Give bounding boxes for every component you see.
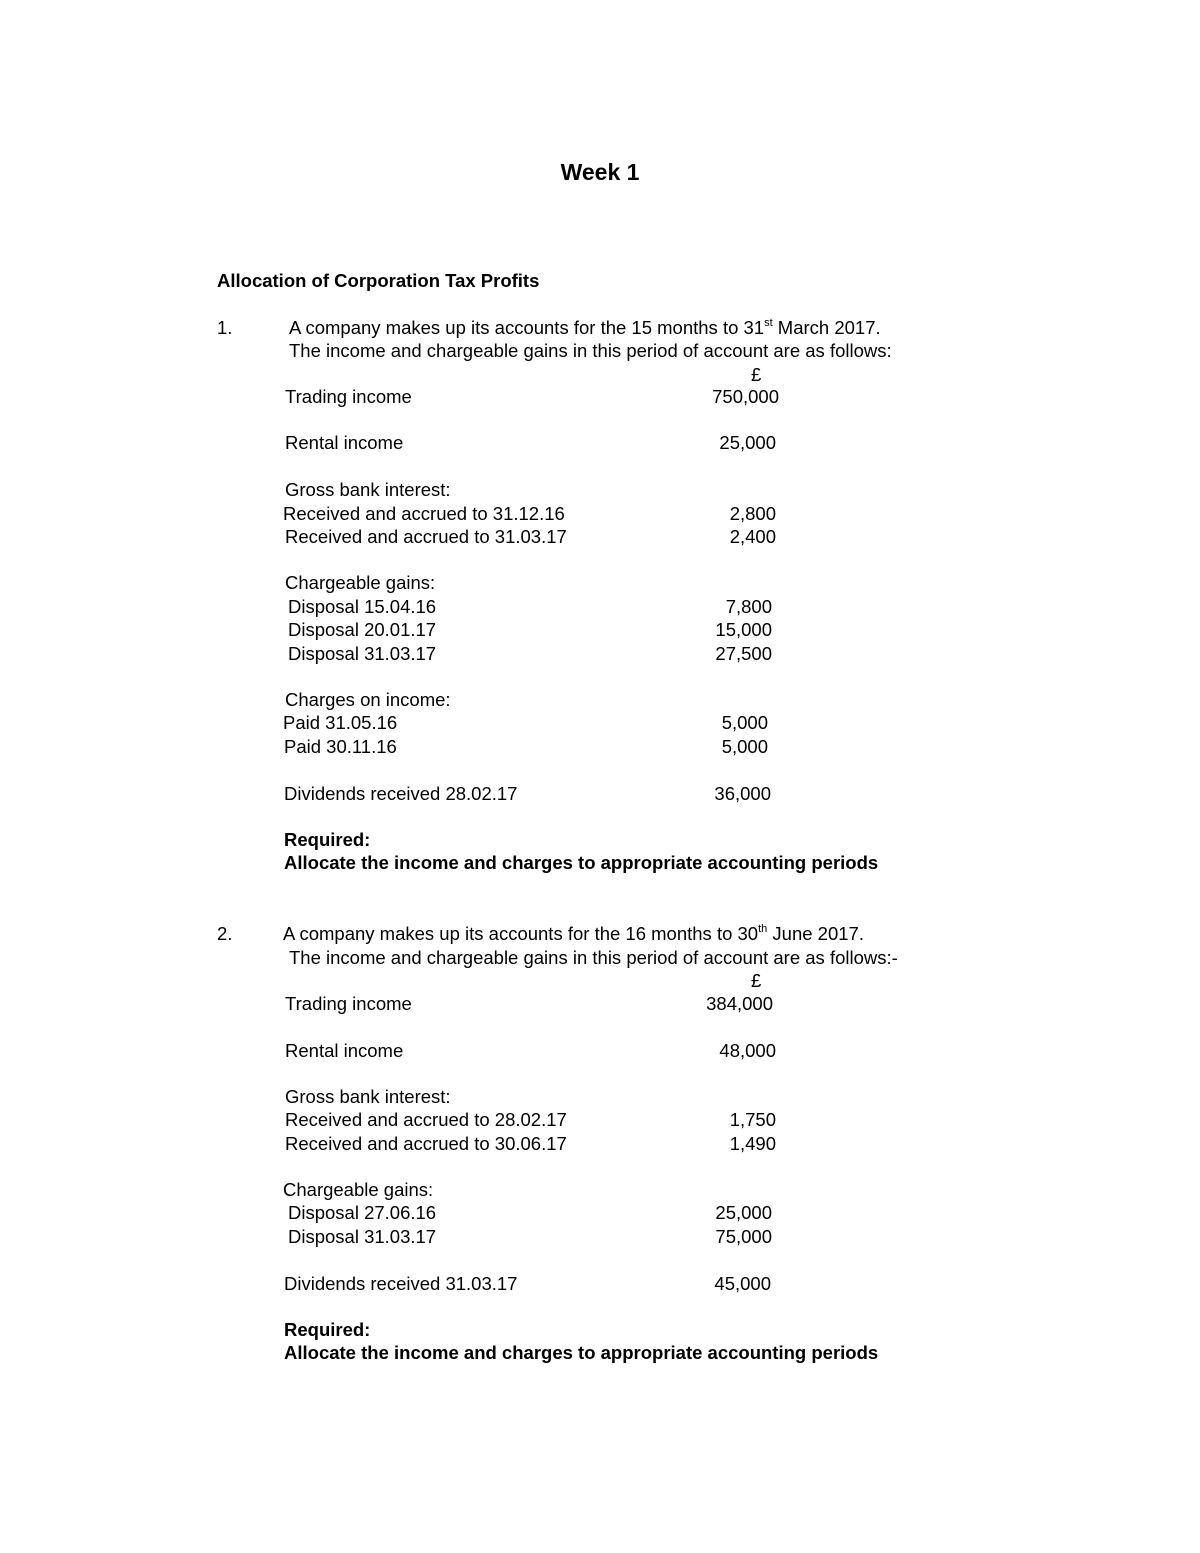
q2-required-label: Required:: [284, 1319, 371, 1340]
page-title: Week 1: [560, 159, 640, 185]
q2-gain1-label: Disposal 27.06.16: [288, 1202, 437, 1223]
q2-interest2-value: 1,490: [729, 1133, 776, 1154]
q2-currency-symbol: £: [751, 970, 762, 991]
q1-gain3-value: 27,500: [715, 643, 772, 664]
q1-trading-income-value: 750,000: [712, 386, 779, 407]
q1-charge1-label: Paid 31.05.16: [283, 712, 398, 733]
q1-dividends-label: Dividends received 28.02.17: [284, 783, 518, 804]
q2-intro-line2: The income and chargeable gains in this period of account are as follows:-: [289, 947, 898, 968]
q1-interest1-value: 2,800: [729, 503, 776, 524]
q1-number: 1.: [217, 317, 233, 338]
q2-gain1-value: 25,000: [715, 1202, 772, 1223]
q1-interest2-value: 2,400: [729, 526, 776, 547]
section-heading: Allocation of Corporation Tax Profits: [217, 270, 540, 291]
q1-intro-line1: A company makes up its accounts for the 15 months to 31st March 2017.: [289, 317, 881, 338]
q1-currency-symbol: £: [751, 364, 762, 385]
q2-gain2-value: 75,000: [715, 1226, 772, 1247]
q1-interest1-label: Received and accrued to 31.12.16: [283, 503, 565, 524]
q2-interest1-value: 1,750: [729, 1109, 776, 1130]
q1-charge2-value: 5,000: [721, 736, 768, 757]
q2-rental-income-value: 48,000: [719, 1040, 776, 1061]
q1-interest2-label: Received and accrued to 31.03.17: [285, 526, 567, 547]
q1-rental-income-label: Rental income: [285, 432, 404, 453]
q2-intro-line1: A company makes up its accounts for the 16 months to 30th June 2017.: [283, 923, 864, 944]
q2-dividends-label: Dividends received 31.03.17: [284, 1273, 518, 1294]
q2-dividends-value: 45,000: [714, 1273, 771, 1294]
q1-required-text: Allocate the income and charges to appropriate accounting periods: [284, 852, 879, 873]
q1-gain2-label: Disposal 20.01.17: [288, 619, 437, 640]
q2-rental-income-label: Rental income: [285, 1040, 404, 1061]
q1-dividends-value: 36,000: [714, 783, 771, 804]
q1-interest-heading: Gross bank interest:: [285, 479, 451, 500]
q1-gain3-label: Disposal 31.03.17: [288, 643, 437, 664]
q1-charges-heading: Charges on income:: [285, 689, 451, 710]
q1-intro-line2: The income and chargeable gains in this period of account are as follows:: [289, 340, 892, 361]
q1-gain2-value: 15,000: [715, 619, 772, 640]
q2-interest1-label: Received and accrued to 28.02.17: [285, 1109, 567, 1130]
q1-charge1-value: 5,000: [721, 712, 768, 733]
q1-gain1-label: Disposal 15.04.16: [288, 596, 437, 617]
q1-gain1-value: 7,800: [725, 596, 772, 617]
q2-interest2-label: Received and accrued to 30.06.17: [285, 1133, 567, 1154]
q2-trading-income-label: Trading income: [285, 993, 412, 1014]
q1-trading-income-label: Trading income: [285, 386, 412, 407]
q1-required-label: Required:: [284, 829, 371, 850]
q2-required-text: Allocate the income and charges to appropriate accounting periods: [284, 1342, 879, 1363]
q2-interest-heading: Gross bank interest:: [285, 1086, 451, 1107]
q2-number: 2.: [217, 923, 233, 944]
q2-gain2-label: Disposal 31.03.17: [288, 1226, 437, 1247]
q1-gains-heading: Chargeable gains:: [285, 572, 436, 593]
q2-gains-heading: Chargeable gains:: [283, 1179, 434, 1200]
q2-trading-income-value: 384,000: [706, 993, 773, 1014]
q1-rental-income-value: 25,000: [719, 432, 776, 453]
q1-charge2-label: Paid 30.11.16: [284, 736, 397, 757]
